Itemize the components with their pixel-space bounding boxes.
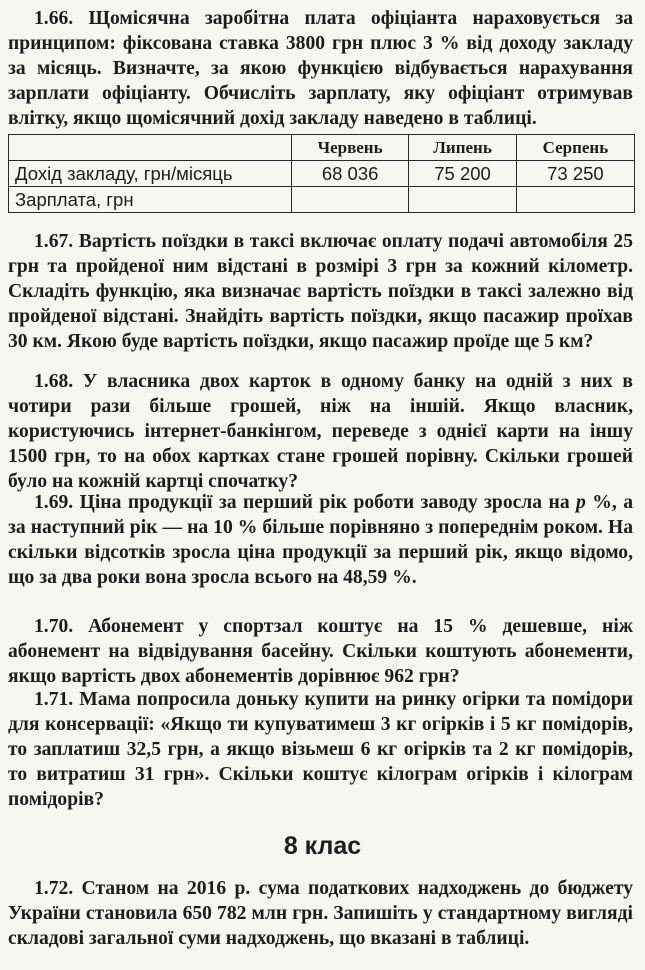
table-corner-cell [9, 135, 292, 161]
problem-1-71 [8, 687, 633, 812]
problem-1-67 [8, 229, 633, 354]
problem-number: 1.72. [34, 878, 74, 899]
table-row [9, 187, 635, 213]
table-header-july: Липень [409, 135, 517, 161]
table-row-label-income: Дохід закладу, грн/місяць [9, 161, 292, 187]
table-cell-empty [292, 187, 409, 213]
problem-text: Ціна продукції за перший рік роботи заводу зросла на [79, 492, 577, 513]
table-row-label-salary: Зарплата, грн [9, 187, 292, 213]
problem-1-72 [8, 876, 633, 951]
problem-number: 1.68. [34, 371, 74, 392]
table-header-row [9, 135, 635, 161]
problem-text: Абонемент у спортзал коштує на 15 % дешевше, ніж абонемент на відвідування басейну. Скільки коштують абонементи, якщо вартість двох абонементів дорівнює 962 грн? [8, 616, 633, 687]
problem-1-68 [8, 369, 633, 494]
table-cell: 68 036 [292, 161, 409, 187]
table-header-june: Червень [292, 135, 409, 161]
problem-1-69 [8, 490, 633, 590]
table-cell: 75 200 [409, 161, 517, 187]
problem-number: 1.70. [34, 616, 74, 637]
problem-number: 1.71. [34, 689, 74, 710]
problem-text: У власника двох карток в одному банку на одній з них в чотири рази більше грошей, ніж на іншій. Якщо власник, користуючись інтернет-банкінгом, переведе з однієї карти на іншу 1500 грн, то на обох картках стане грошей порівну. Скільки грошей було на кожній картці спочатку? [8, 371, 633, 492]
problem-number: 1.69. [34, 492, 74, 513]
problem-text: %, а за наступний рік — на 10 % більше порівняно з попереднім роком. На скільки відсотків зросла ціна продукції за перший рік, якщо відомо, що за два роки вона зросла всього на 48,59 %. [8, 492, 633, 588]
problem-text: Щомісячна заробітна плата офіціанта нараховується за принципом: фіксована ставка 3800 грн плюс 3 % від доходу закладу за місяць. Визначте, за якою функцією відбувається нарахування зарплати офіціанту. Обчисліть зарплату, яку офіціант отримував влітку, якщо щомісячний дохід закладу наведено в таблиці. [8, 8, 633, 129]
income-table [8, 134, 635, 213]
problem-1-66 [8, 6, 633, 131]
section-heading: 8 клас [283, 832, 362, 860]
problem-text: Мама попросила доньку купити на ринку огірки та помідори для консервації: «Якщо ти купуватимеш 3 кг огірків і 5 кг помідорів, то заплатиш 32,5 грн, а якщо візьмеш 6 кг огірків та 2 кг помідорів, то витратиш 31 грн». Скільки коштує кілограм огірків і кілограм помідорів? [8, 689, 633, 810]
table-row [9, 161, 635, 187]
problem-number: 1.66. [34, 8, 74, 29]
variable-p: p [576, 492, 586, 513]
table-cell-empty [409, 187, 517, 213]
problem-text: Станом на 2016 р. сума податкових надходжень до бюджету України становила 650 782 млн грн. Запишіть у стандартному вигляді складові загальної суми надходжень, що вказані в таблиці. [8, 878, 633, 949]
problem-text: Вартість поїздки в таксі включає оплату подачі автомобіля 25 грн та пройденої ним відстані в розмірі 3 грн за кожний кілометр. Складіть функцію, яка визначає вартість поїздки в таксі залежно від пройденої відстані. Знайдіть вартість поїздки, якщо пасажир проїхав 30 км. Якою буде вартість поїздки, якщо пасажир проїде ще 5 км? [8, 231, 633, 352]
problem-number: 1.67. [34, 231, 74, 252]
problem-1-70 [8, 614, 633, 689]
table-cell: 73 250 [516, 161, 634, 187]
table-cell-empty [516, 187, 634, 213]
table-header-august: Серпень [516, 135, 634, 161]
